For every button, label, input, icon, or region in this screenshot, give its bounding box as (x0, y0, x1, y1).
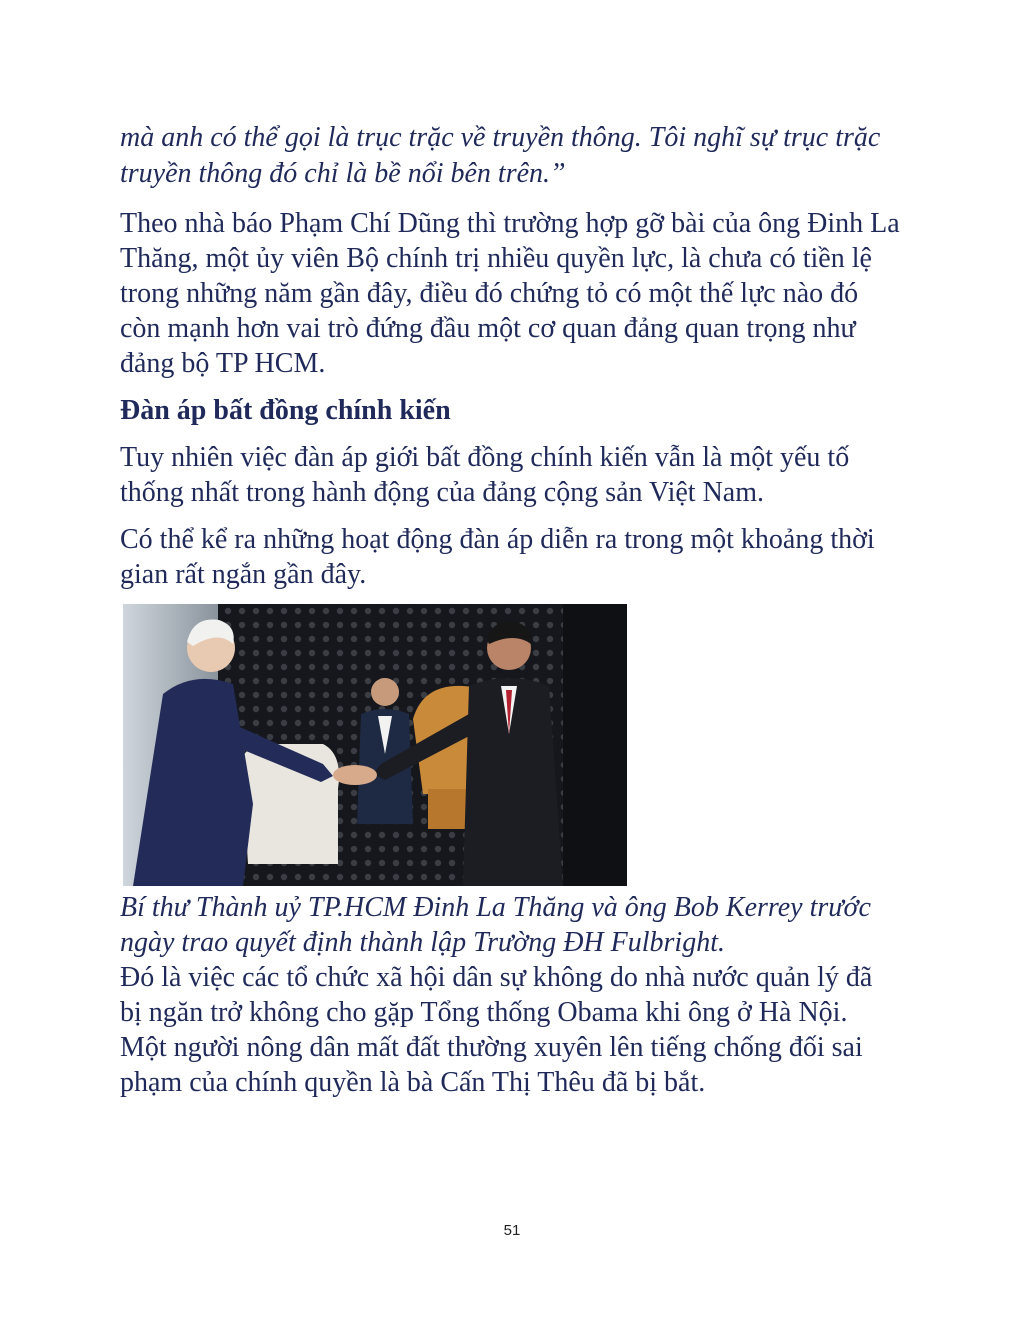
handshake-photo (123, 604, 627, 886)
body-paragraph-4: Đó là việc các tổ chức xã hội dân sự không do nhà nước quản lý đã bị ngăn trở không cho gặp Tổng thống Obama khi ông ở Hà Nội. Một người nông dân mất đất thường xuyên lên tiếng chống đối sai phạm của chính quyền là bà Cấn Thị Thêu đã bị bắt. (120, 962, 873, 1098)
body-paragraph-2: Tuy nhiên việc đàn áp giới bất đồng chính kiến vẫn là một yếu tố thống nhất trong hành động của đảng cộng sản Việt Nam. (120, 442, 850, 508)
section-heading: Đàn áp bất đồng chính kiến (120, 395, 451, 426)
body-paragraph-3: Có thể kể ra những hoạt động đàn áp diễn ra trong một khoảng thời gian rất ngắn gần đây. (120, 524, 875, 590)
page-number: 51 (503, 1222, 521, 1239)
photo-caption: Bí thư Thành uỷ TP.HCM Đinh La Thăng và ông Bob Kerrey trước ngày trao quyết định thành lập Trường ĐH Fulbright. (120, 892, 871, 958)
body-paragraph-1: Theo nhà báo Phạm Chí Dũng thì trường hợp gỡ bài của ông Đinh La Thăng, một ủy viên Bộ chính trị nhiều quyền lực, là chưa có tiền lệ trong những năm gần đây, điều đó chứng tỏ có một thế lực nào đó còn mạnh hơn vai trò đứng đầu một cơ quan đảng quan trọng như đảng bộ TP HCM. (120, 208, 900, 379)
quote-paragraph: mà anh có thể gọi là trục trặc về truyền thông. Tôi nghĩ sự trục trặc truyền thông đó chỉ là bề nổi bên trên.” (120, 122, 881, 189)
document-page (120, 120, 900, 1112)
